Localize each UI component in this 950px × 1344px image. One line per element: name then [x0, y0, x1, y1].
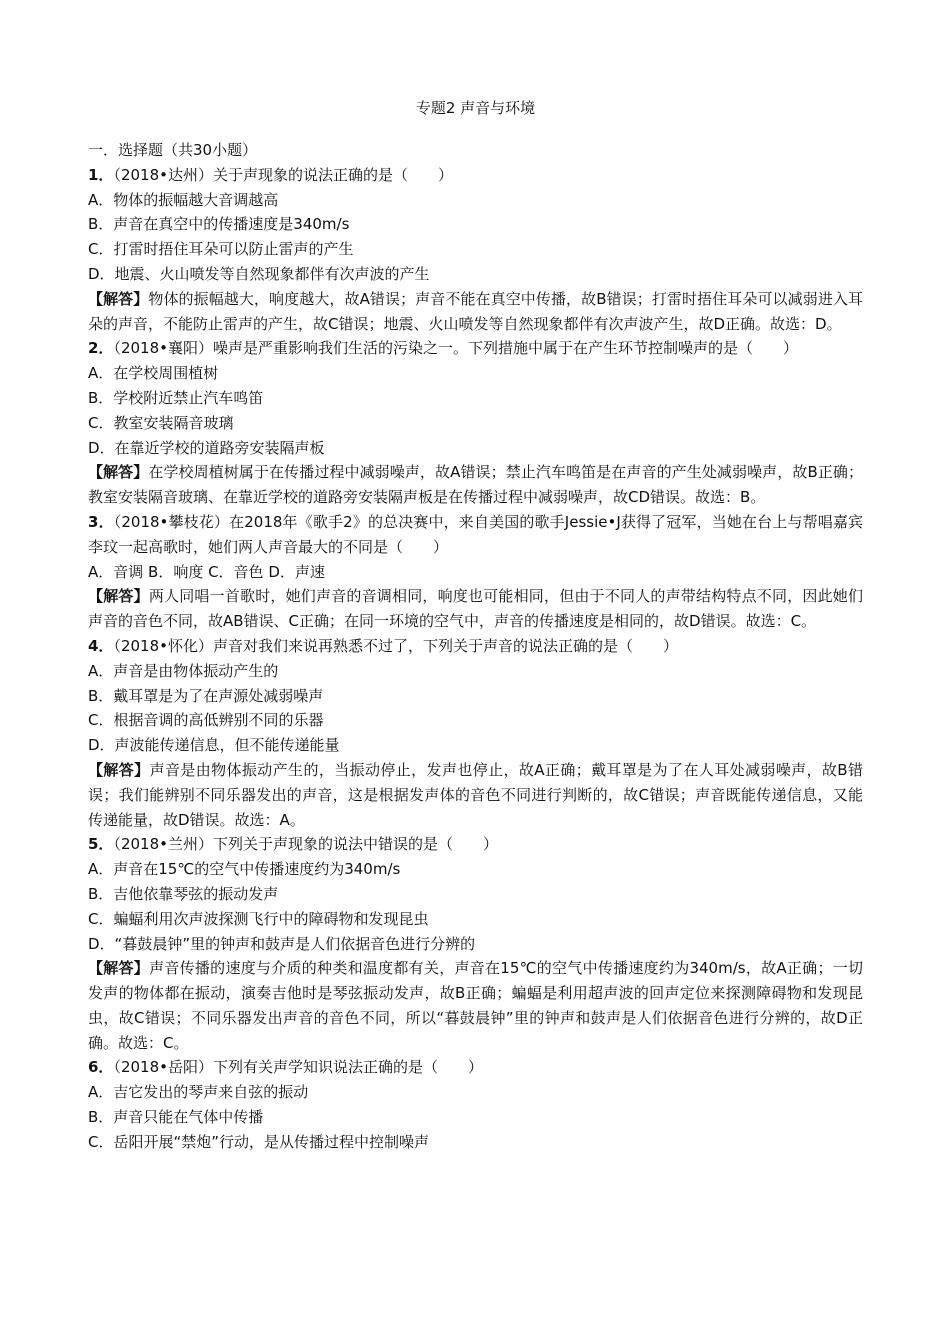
- option-c: C．打雷时捂住耳朵可以防止雷声的产生: [88, 240, 354, 259]
- answer-block: [88, 584, 863, 634]
- question-number: 2．: [88, 339, 114, 358]
- option-d: D．声波能传递信息，但不能传递能量: [88, 736, 340, 755]
- option-a: A．声音在15℃的空气中传播速度约为340m/s: [88, 860, 401, 879]
- document-page: [88, 96, 863, 1155]
- question-stem: [88, 510, 863, 560]
- option-c: C．教室安装隔音玻璃: [88, 413, 234, 432]
- answer-text: 声音是由物体振动产生的，当振动停止，发声也停止，故A正确；戴耳罩是为了在人耳处减弱噪声，故B错误；我们能辨别不同乐器发出的声音，这是根据发声体的音色不同进行判断的，故C错误；声音既能传递信息，又能传递能量，故D错误。故选：A。: [88, 760, 863, 829]
- question-2: [88, 336, 863, 510]
- option-c: C．根据音调的高低辨别不同的乐器: [88, 711, 324, 730]
- question-4: [88, 634, 863, 832]
- answer-text: 两人同唱一首歌时，她们声音的音调相同，响度也可能相同，但由于不同人的声带结构特点不同，因此她们声音的音色不同，故AB错误、C正确；在同一环境的空气中，声音的传播速度是相同的，故D错误。故选：C。: [88, 587, 863, 631]
- document-title: 专题2 声音与环境: [415, 99, 536, 117]
- option-a: A．在学校周围植树: [88, 364, 219, 383]
- question-text: （2018•怀化）声音对我们来说再熟悉不过了，下列关于声音的说法正确的是（ ）: [113, 636, 678, 655]
- question-number: 4．: [88, 636, 114, 655]
- option-d: D．在靠近学校的道路旁安装隔声板: [88, 438, 325, 457]
- option-b: B．吉他依靠琴弦的振动发声: [88, 884, 279, 903]
- answer-text: 物体的振幅越大，响度越大，故A错误；声音不能在真空中传播，故B错误；打雷时捂住耳朵可以减弱进入耳朵的声音，不能防止雷声的产生，故C错误；地震、火山喷发等自然现象都伴有次声波产生，故D正确。故选：D。: [88, 289, 863, 333]
- answer-label: 【解答】: [88, 587, 149, 606]
- question-3: [88, 510, 863, 634]
- option-c: C．岳阳开展“禁炮”行动，是从传播过程中控制噪声: [88, 1132, 430, 1151]
- question-text: （2018•襄阳）噪声是严重影响我们生活的污染之一。下列措施中属于在产生环节控制噪声的是（ ）: [113, 339, 798, 358]
- question-text: （2018•兰州）下列关于声现象的说法中错误的是（ ）: [113, 835, 498, 854]
- answer-label: 【解答】: [88, 959, 150, 978]
- question-text: （2018•岳阳）下列有关声学知识说法正确的是（ ）: [113, 1058, 483, 1077]
- answer-block: [88, 956, 863, 1055]
- question-stem: [88, 1055, 863, 1080]
- option-a: A．吉它发出的琴声来自弦的振动: [88, 1083, 309, 1102]
- question-6: [88, 1055, 863, 1154]
- answer-text: 在学校周植树属于在传播过程中减弱噪声，故A错误；禁止汽车鸣笛是在声音的产生处减弱噪声，故B正确；教室安装隔音玻璃、在靠近学校的道路旁安装隔声板是在传播过程中减弱噪声，故CD错误。故选：B。: [88, 463, 863, 507]
- answer-label: 【解答】: [88, 463, 149, 482]
- question-1: [88, 163, 863, 337]
- section-heading: 一．选择题（共30小题）: [88, 141, 258, 159]
- option-row: A．音调 B．响度 C．音色 D．声速: [88, 562, 325, 581]
- option-b: B．戴耳罩是为了在声源处减弱噪声: [88, 686, 324, 705]
- answer-label: 【解答】: [88, 760, 150, 779]
- option-b: B．学校附近禁止汽车鸣笛: [88, 388, 264, 407]
- option-d: D．地震、火山喷发等自然现象都伴有次声波的产生: [88, 264, 430, 283]
- question-text: （2018•攀枝花）在2018年《歌手2》的总决赛中，来自美国的歌手Jessie•J获得了冠军，当她在台上与帮唱嘉宾李玟一起高歌时，她们两人声音最大的不同是（ ）: [88, 512, 864, 556]
- question-stem: [88, 832, 863, 857]
- question-number: 5．: [88, 835, 114, 854]
- question-number: 1．: [88, 165, 114, 184]
- option-b: B．声音只能在气体中传播: [88, 1108, 264, 1127]
- option-c: C．蝙蝠利用次声波探测飞行中的障碍物和发现昆虫: [88, 909, 429, 928]
- option-b: B．声音在真空中的传播速度是340m/s: [88, 215, 350, 234]
- question-number: 3．: [88, 512, 114, 531]
- option-a: A．物体的振幅越大音调越高: [88, 190, 279, 209]
- option-d: D．“暮鼓晨钟”里的钟声和鼓声是人们依据音色进行分辨的: [88, 934, 476, 953]
- question-5: [88, 832, 863, 1055]
- answer-block: [88, 287, 863, 337]
- question-number: 6．: [88, 1058, 114, 1077]
- option-a: A．声音是由物体振动产生的: [88, 661, 279, 680]
- answer-text: 声音传播的速度与介质的种类和温度都有关，声音在15℃的空气中传播速度约为340m/s，故A正确；一切发声的物体都在振动，演奏吉他时是琴弦振动发声，故B正确；蝙蝠是利用超声波的回声定位来探测障碍物和发现昆虫，故C错误；不同乐器发出声音的音色不同，所以“暮鼓晨钟”里的钟声和鼓声是人们依据音色进行分辨的，故D正确。故选：C。: [88, 959, 863, 1052]
- question-stem: [88, 336, 863, 361]
- question-stem: [88, 163, 863, 188]
- question-stem: [88, 634, 863, 659]
- answer-block: [88, 758, 863, 832]
- question-text: （2018•达州）关于声现象的说法正确的是（ ）: [113, 165, 453, 184]
- answer-block: [88, 460, 863, 510]
- answer-label: 【解答】: [88, 289, 149, 308]
